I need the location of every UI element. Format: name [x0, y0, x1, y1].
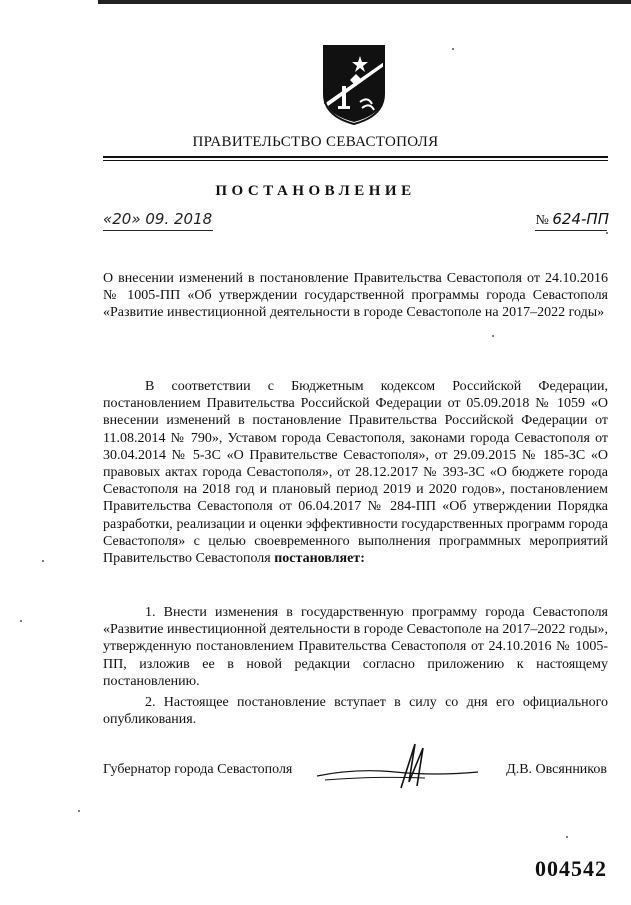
signatory-name: Д.В. Овсянников [506, 762, 607, 777]
scan-speck [606, 232, 608, 234]
signatory-position: Губернатор города Севастополя [103, 762, 293, 777]
number-underline [535, 230, 607, 231]
item-1: 1. Внести изменения в государственную программу города Севастополя «Развитие инвестиционной деятельности в городе Севастополе на 2017–2022 годы», утвержденную постановлением Правительства Севастополя от 24.10.2016 № 1005-ПП, изложив ее в новой редакции согласно приложению к настоящему постановлению. [103, 605, 608, 689]
number-value: 624-ПП [552, 210, 609, 228]
decision-word: постановляет [274, 551, 361, 567]
document-date: «20» 09. 2018 [103, 210, 213, 228]
scan-speck [78, 810, 80, 812]
scan-speck [452, 48, 454, 50]
date-underline [103, 230, 213, 231]
scan-speck [566, 836, 568, 838]
item-2: 2. Настоящее постановление вступает в силу со дня его официального опубликования. [103, 695, 608, 728]
document-title: ПОСТАНОВЛЕНИЕ [215, 183, 416, 199]
scan-speck [20, 620, 22, 622]
top-border [98, 0, 631, 4]
document-subject: О внесении изменений в постановление Правительства Севастополя от 24.10.2016 № 1005-ПП «Об утверждении государственной программы города Севастополя «Развитие инвестиционной деятельности в городе Севастополе на 2017–2022 годы» [103, 271, 608, 321]
number-prefix: № [535, 213, 549, 228]
decision-colon: : [360, 551, 365, 567]
header-rule-thin [103, 160, 608, 161]
scan-speck [42, 560, 44, 562]
handwritten-signature-icon [315, 742, 480, 792]
header-rule [103, 156, 608, 158]
registration-number: 004542 [535, 856, 607, 881]
preamble-text: В соответствии с Бюджетным кодексом Российской Федерации, постановлением Правительства Российской Федерации от 05.09.2018 № 1059 «О внесении изменений в постановление Правительства Российской Федерации от 11.08.2014 № 790», Уставом города Севастополя, законами города Севастополя от 30.04.2014 № 5-ЗС «О Правительстве Севастополя», от 29.09.2015 № 185-ЗС «О правовых актах города Севастополя», от 28.12.2017 № 393-ЗС «О бюджете города Севастополя на 2018 год и плановый период 2019 и 2020 годов», постановлением Правительства Севастополя от 06.04.2017 № 284-ПП «Об утверждении Порядка разработки, реализации и оценки эффективности государственных программ города Севастополя» с целью своевременного выполнения программных мероприятий Правительство Севастополя [103, 379, 608, 567]
preamble-paragraph [103, 378, 608, 567]
document-number [536, 210, 609, 229]
government-name: ПРАВИТЕЛЬСТВО СЕВАСТОПОЛЯ [192, 134, 439, 150]
scan-speck [492, 335, 494, 337]
sevastopol-coat-of-arms-icon [320, 42, 388, 126]
